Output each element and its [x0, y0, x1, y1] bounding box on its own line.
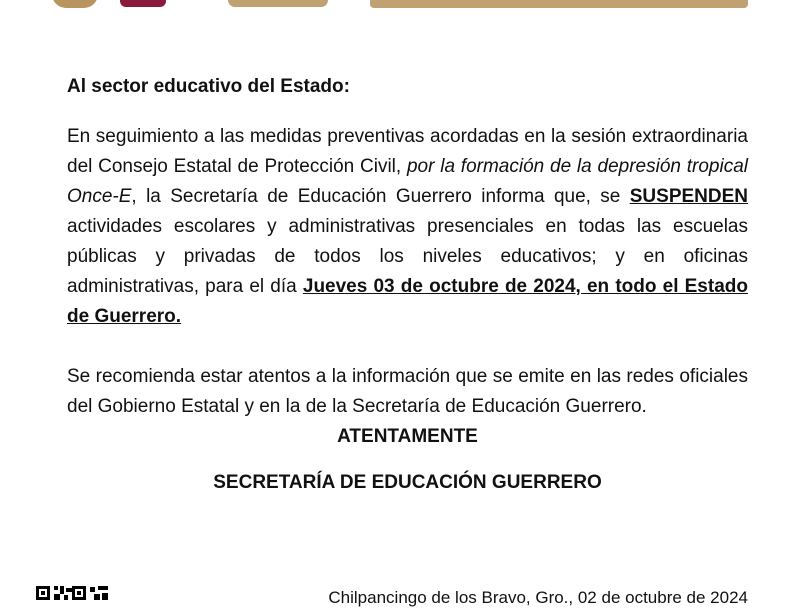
guerrero-logo: [228, 0, 328, 7]
place-and-date: Chilpancingo de los Bravo, Gro., 02 de octubre de 2024: [328, 588, 748, 607]
paragraph-text: actividades escolares y administrativas presenciales en todas las escuelas públicas y privadas de todos los niveles educativos; y en oficinas administrativas, para el día: [67, 216, 748, 297]
salutation: Al sector educativo del Estado:: [67, 76, 350, 97]
paragraph-text: , la Secretaría de Educación Guerrero informa que, se: [131, 186, 630, 207]
signatory: SECRETARÍA DE EDUCACIÓN GUERRERO: [213, 472, 602, 493]
brand-mark-logo: [120, 0, 166, 7]
suspenden-emphasis: SUSPENDEN: [629, 186, 748, 207]
closing: ATENTAMENTE: [337, 426, 478, 447]
date-emphasis: Jueves 03 de octubre de 2024, en todo el Estado de Guerrero.: [67, 276, 748, 327]
italic-reason: por la formación de la depresión tropical Once-E: [67, 156, 749, 207]
secretaria-logo: [370, 0, 748, 8]
announcement-body: [67, 72, 748, 498]
government-seal-logo: [52, 0, 98, 8]
header-logos: [0, 0, 800, 14]
paragraph-text: En seguimiento a las medidas preventivas acordadas en la sesión extraordinaria del Consejo Estatal de Protección Civil,: [67, 126, 748, 177]
qr-code-icon: [36, 584, 110, 600]
paragraph-suspension: [67, 122, 748, 332]
paragraph-recommendation: Se recomienda estar atentos a la información que se emite en las redes oficiales del Gobierno Estatal y en la de la Secretaría de Educación Guerrero.: [67, 366, 748, 417]
